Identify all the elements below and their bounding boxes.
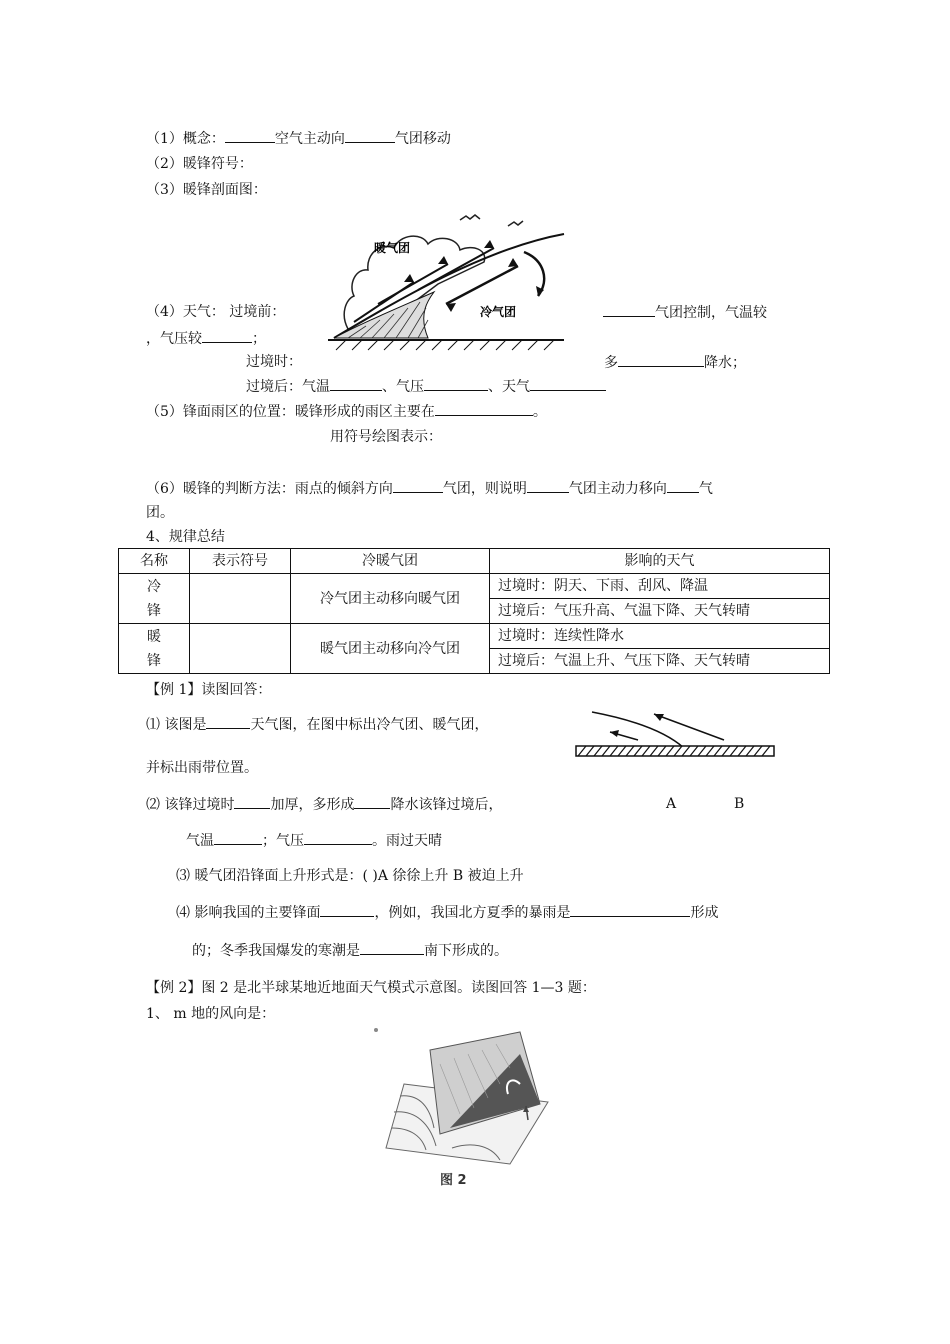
- blank[interactable]: [530, 376, 606, 391]
- weather-cell: 过境后：气温上升、气压下降、天气转晴: [490, 649, 830, 674]
- figure2-weather-model: [370, 1024, 550, 1188]
- blank[interactable]: [527, 478, 569, 493]
- symbol-cell[interactable]: [190, 624, 291, 674]
- example1-front-diagram: [574, 706, 778, 760]
- blank[interactable]: [435, 401, 533, 416]
- symbol-draw-line: 用符号绘图表示：: [330, 429, 442, 445]
- example1-q2-cont: 气温 ；气压 。雨过天晴: [186, 830, 442, 851]
- symbol-line: （2）暖锋符号：: [146, 156, 253, 172]
- weather-before-line: （4）天气： 过境前：: [146, 304, 286, 320]
- front-line: [592, 712, 684, 748]
- blank[interactable]: [304, 830, 372, 845]
- concept-line: （1）概念： 空气主动向 气团移动: [146, 128, 451, 149]
- bird-icon: [508, 221, 523, 226]
- warm-front-profile-diagram: [318, 204, 574, 354]
- blank[interactable]: [345, 128, 395, 143]
- warm-air-label: 暖气团: [374, 241, 411, 255]
- bird-icon: [460, 215, 480, 220]
- blank[interactable]: [354, 794, 390, 809]
- summary-table: [118, 548, 830, 674]
- judge-method-end: 团。: [146, 505, 174, 521]
- blank[interactable]: [603, 302, 655, 317]
- blank[interactable]: [214, 830, 262, 845]
- pressure-line: ，气压较 ；: [146, 328, 266, 349]
- example1-title: 【例 1】读图回答：: [146, 682, 272, 698]
- label-a: A: [666, 796, 677, 812]
- air-mass-cell: 冷气团主动移向暖气团: [291, 574, 490, 624]
- example1-q2: ⑵ 该锋过境时 加厚，多形成 降水该锋过境后，: [146, 794, 502, 815]
- blank[interactable]: [234, 794, 270, 809]
- air-mass-cell: 暖气团主动移向冷气团: [291, 624, 490, 674]
- example2-q1: 1、 m 地的风向是：: [146, 1006, 276, 1022]
- judge-method-line: （6）暖锋的判断方法：雨点的倾斜方向 气团，则说明 气团主动力移向 气: [146, 478, 713, 499]
- weather-during-precip: 多 降水；: [604, 352, 746, 373]
- table-header: 冷暖气团: [291, 549, 490, 574]
- air-arrow: [654, 714, 724, 740]
- blank[interactable]: [667, 478, 699, 493]
- table-header: 表示符号: [190, 549, 291, 574]
- blank[interactable]: [618, 352, 704, 367]
- blank[interactable]: [393, 478, 443, 493]
- example1-q1: ⑴ 该图是 天气图，在图中标出冷气团、暖气团，: [146, 714, 488, 735]
- example1-q1-cont: 并标出雨带位置。: [146, 760, 258, 776]
- rain-area-line: （5）锋面雨区的位置：暖锋形成的雨区主要在 。: [146, 401, 547, 422]
- weather-during-line: 过境时：: [246, 354, 302, 370]
- table-row: [119, 574, 830, 599]
- label-b: B: [734, 796, 745, 812]
- blank[interactable]: [202, 328, 252, 343]
- blank[interactable]: [360, 940, 424, 955]
- symbol-cell[interactable]: [190, 574, 291, 624]
- front-name-cell: 暖 锋: [119, 624, 190, 674]
- blank[interactable]: [570, 902, 690, 917]
- table-row: [119, 624, 830, 649]
- blank[interactable]: [320, 902, 374, 917]
- example2-title: 【例 2】图 2 是北半球某地近地面天气模式示意图。读图回答 1—3 题：: [146, 980, 596, 996]
- table-header: 名称: [119, 549, 190, 574]
- weather-cell: 过境时：连续性降水: [490, 624, 830, 649]
- table-header-row: [119, 549, 830, 574]
- example1-q4-cont: 的；冬季我国爆发的寒潮是 南下形成的。: [192, 940, 508, 961]
- weather-after-line: 过境后：气温 、气压 、天气: [246, 376, 606, 397]
- cold-air-label: 冷气团: [480, 305, 517, 319]
- summary-heading: 4、规律总结: [146, 529, 225, 545]
- table-header: 影响的天气: [490, 549, 830, 574]
- figure2-caption: 图 2: [440, 1173, 467, 1188]
- blank[interactable]: [225, 128, 275, 143]
- example1-q4: ⑷ 影响我国的主要锋面 ，例如，我国北方夏季的暴雨是 形成: [176, 902, 718, 923]
- weather-before-control: 气团控制，气温较: [603, 302, 767, 323]
- blank[interactable]: [424, 376, 488, 391]
- weather-cell: 过境时：阴天、下雨、刮风、降温: [490, 574, 830, 599]
- blank[interactable]: [330, 376, 382, 391]
- blank[interactable]: [206, 714, 250, 729]
- profile-line: （3）暖锋剖面图：: [146, 182, 267, 198]
- example1-q3: ⑶ 暖气团沿锋面上升形式是：( )A 徐徐上升 B 被迫上升: [176, 868, 524, 884]
- weather-cell: 过境后：气压升高、气温下降、天气转晴: [490, 599, 830, 624]
- front-name-cell: 冷 锋: [119, 574, 190, 624]
